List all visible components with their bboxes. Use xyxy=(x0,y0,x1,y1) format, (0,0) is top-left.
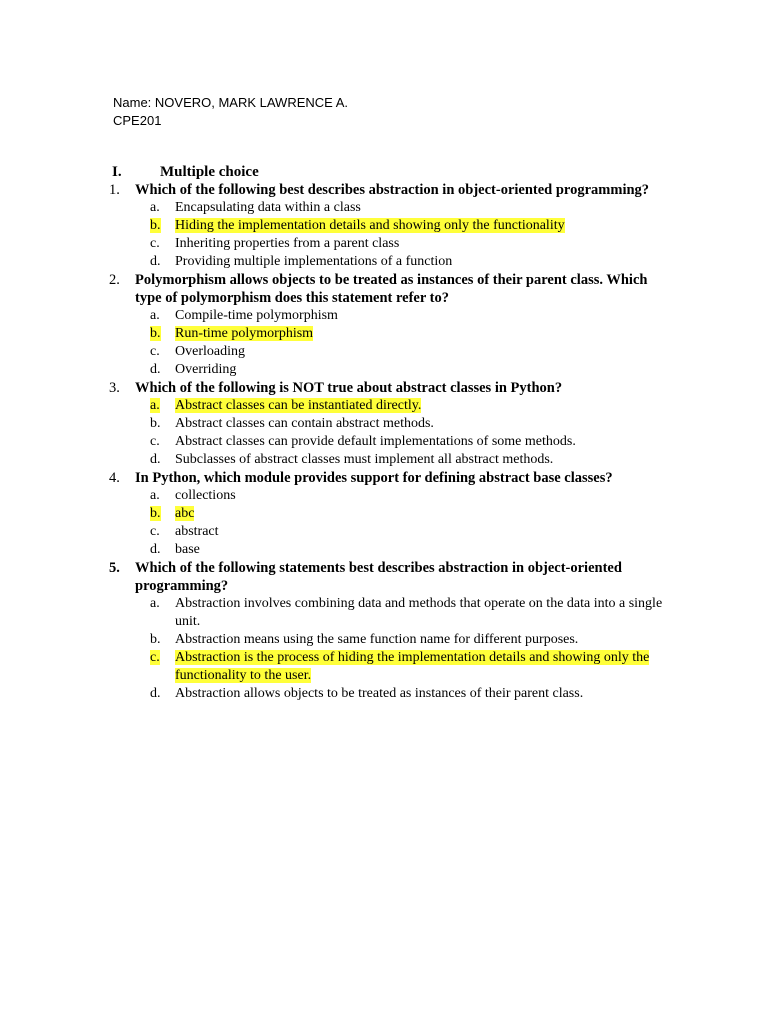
option-letter: d. xyxy=(150,254,161,269)
option-letter: b. xyxy=(150,632,161,647)
option-letter: c. xyxy=(150,236,160,251)
option-text: Inheriting properties from a parent class xyxy=(175,236,400,251)
answer-option xyxy=(109,487,709,505)
section-heading xyxy=(109,163,709,181)
question-text: Polymorphism allows objects to be treated as instances of their parent class. Which type of polymorphism does this statement refer to? xyxy=(135,272,648,306)
answer-option xyxy=(109,541,709,559)
option-text: Hiding the implementation details and showing only the functionality xyxy=(175,218,565,233)
answer-option xyxy=(109,595,709,631)
header xyxy=(113,94,348,130)
option-letter: d. xyxy=(150,542,161,557)
answer-option xyxy=(109,415,709,433)
option-letter: b. xyxy=(150,506,161,521)
question-text: Which of the following best describes abstraction in object-oriented programming? xyxy=(135,182,650,198)
option-letter: a. xyxy=(150,488,160,503)
answer-option xyxy=(109,433,709,451)
question-number: 1. xyxy=(109,182,120,198)
option-text: Overloading xyxy=(175,344,245,359)
answer-option xyxy=(109,451,709,469)
question-number: 5. xyxy=(109,560,120,576)
option-letter: c. xyxy=(150,524,160,539)
question-number: 4. xyxy=(109,470,120,486)
option-text: Overriding xyxy=(175,362,237,377)
question-text: In Python, which module provides support for defining abstract base classes? xyxy=(135,470,613,486)
question-list xyxy=(109,181,709,703)
answer-option-selected xyxy=(109,649,709,685)
section-title: Multiple choice xyxy=(160,164,259,180)
option-letter: d. xyxy=(150,452,161,467)
option-text: Encapsulating data within a class xyxy=(175,200,361,215)
option-text: Compile-time polymorphism xyxy=(175,308,338,323)
option-letter: d. xyxy=(150,686,161,701)
answer-option xyxy=(109,523,709,541)
question xyxy=(109,379,709,397)
answer-option-selected xyxy=(109,325,709,343)
question-text: Which of the following statements best describes abstraction in object-oriented programming? xyxy=(135,560,622,594)
option-letter: a. xyxy=(150,308,160,323)
option-letter: b. xyxy=(150,326,161,341)
section-numeral: I. xyxy=(112,164,122,180)
option-letter: b. xyxy=(150,218,161,233)
question xyxy=(109,271,709,307)
option-text: Subclasses of abstract classes must implement all abstract methods. xyxy=(175,452,554,467)
question xyxy=(109,469,709,487)
question xyxy=(109,181,709,199)
option-text: Abstract classes can contain abstract methods. xyxy=(175,416,434,431)
option-text: Run-time polymorphism xyxy=(175,326,314,341)
option-text: abc xyxy=(175,506,195,521)
option-text: Abstraction allows objects to be treated as instances of their parent class. xyxy=(175,686,584,701)
answer-option-selected xyxy=(109,505,709,523)
answer-option xyxy=(109,235,709,253)
option-text: Abstraction means using the same function name for different purposes. xyxy=(175,632,579,647)
option-letter: b. xyxy=(150,416,161,431)
answer-option-selected xyxy=(109,217,709,235)
answer-option xyxy=(109,343,709,361)
quiz-body xyxy=(109,163,709,703)
answer-option xyxy=(109,685,709,703)
student-name: Name: NOVERO, MARK LAWRENCE A. xyxy=(113,95,349,110)
question xyxy=(109,559,709,595)
answer-option xyxy=(109,361,709,379)
option-letter: c. xyxy=(150,650,160,665)
option-text: abstract xyxy=(175,524,219,539)
option-letter: c. xyxy=(150,344,160,359)
answer-option xyxy=(109,307,709,325)
option-text: collections xyxy=(175,488,236,503)
answer-option-selected xyxy=(109,397,709,415)
answer-option xyxy=(109,631,709,649)
answer-option xyxy=(109,199,709,217)
question-number: 2. xyxy=(109,272,120,288)
option-letter: d. xyxy=(150,362,161,377)
question-number: 3. xyxy=(109,380,120,396)
option-text: base xyxy=(175,542,200,557)
option-letter: c. xyxy=(150,434,160,449)
option-text: Abstract classes can provide default implementations of some methods. xyxy=(175,434,576,449)
option-letter: a. xyxy=(150,398,160,413)
option-text: Abstract classes can be instantiated directly. xyxy=(175,398,422,413)
option-text: Abstraction is the process of hiding the implementation details and showing only the functionality to the user. xyxy=(175,650,650,683)
option-letter: a. xyxy=(150,200,160,215)
question-text: Which of the following is NOT true about abstract classes in Python? xyxy=(135,380,563,396)
answer-option xyxy=(109,253,709,271)
course-code: CPE201 xyxy=(113,113,162,128)
option-text: Abstraction involves combining data and methods that operate on the data into a single unit. xyxy=(175,596,663,629)
option-text: Providing multiple implementations of a function xyxy=(175,254,453,269)
option-letter: a. xyxy=(150,596,160,611)
